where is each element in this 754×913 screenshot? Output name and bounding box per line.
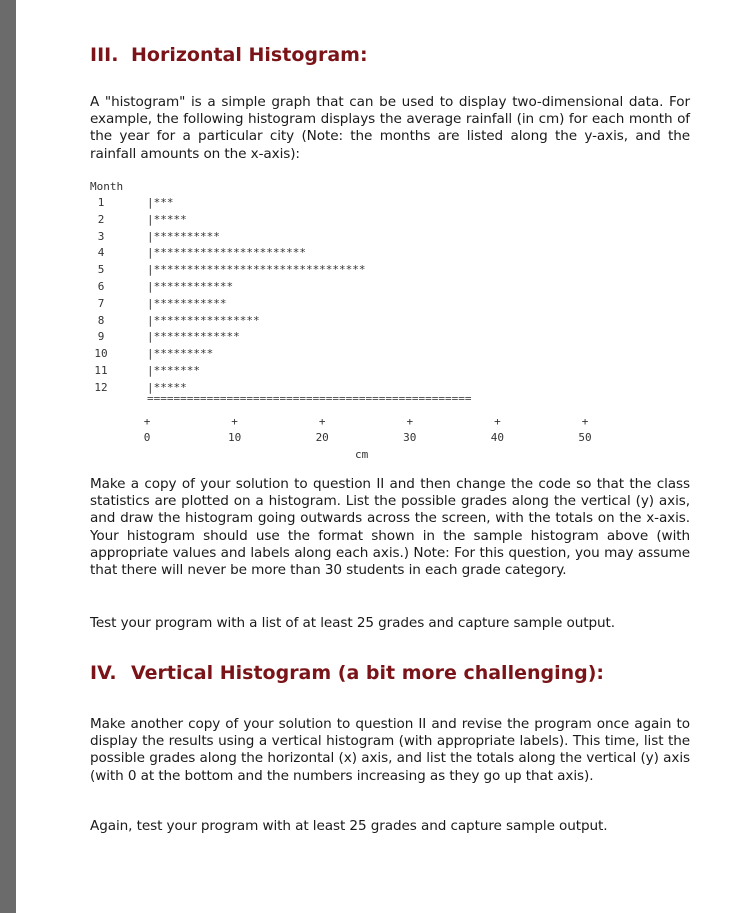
- section-3-paragraph-2: Test your program with a list of at least 25 grades and capture sample output.: [90, 615, 615, 631]
- histogram-month-label: 7: [97, 296, 105, 310]
- histogram-bar: |********************************: [147, 263, 366, 277]
- histogram-bar: |***********: [147, 296, 227, 310]
- histogram-bar: |*************: [147, 330, 240, 344]
- histogram-bar: |**********: [147, 229, 220, 243]
- histogram-x-axis-line: =================================================: [147, 392, 472, 405]
- section-4-number: IV.: [90, 662, 117, 684]
- histogram-bar: |****************: [147, 313, 260, 327]
- histogram-month-label: 4: [97, 246, 105, 260]
- histogram-month-label: 5: [97, 263, 105, 277]
- histogram-row: [90, 230, 630, 244]
- histogram-month-label: 3: [97, 229, 105, 243]
- histogram-row: [90, 364, 630, 378]
- histogram-row: [90, 246, 630, 260]
- histogram-tick-mark: +: [494, 415, 501, 428]
- histogram-month-label: 2: [97, 212, 105, 226]
- histogram-tick-mark: +: [581, 415, 589, 428]
- histogram-bar: |*****: [147, 380, 187, 394]
- histogram-tick-label: 50: [578, 431, 592, 444]
- section-3-number: III.: [90, 44, 119, 66]
- section-3-paragraph-1: Make a copy of your solution to question II and then change the code so that the class statistics are plotted on a histogram. List the possible grades along the vertical (y) axis, and draw the histogram going outwards across the screen, with the totals on the x-axis. Your histogram should use the format shown in the sample histogram above (with appropriate values and labels along each axis.) Note: For this question, you may assume that there will never be more than 30 students in each grade category.: [90, 476, 690, 579]
- histogram-tick-mark: +: [143, 415, 151, 428]
- section-3-heading: [90, 44, 368, 66]
- histogram-month-label: 8: [97, 313, 105, 327]
- histogram-tick-label: 20: [315, 431, 329, 444]
- section-4-title: Vertical Histogram (a bit more challenging):: [131, 662, 605, 684]
- histogram-row: [90, 297, 630, 311]
- histogram-row: [90, 263, 630, 277]
- histogram-bar: |***: [147, 196, 174, 209]
- histogram-ylabel: Month: [90, 180, 124, 193]
- histogram-xlabel: cm: [355, 448, 369, 461]
- histogram-tick-label: 10: [227, 431, 242, 444]
- histogram-bar: |*****: [147, 212, 187, 226]
- left-margin-bar: [0, 0, 16, 913]
- section-4-heading: [90, 662, 604, 684]
- document-page: [16, 0, 754, 913]
- section-3-title: Horizontal Histogram:: [131, 44, 368, 66]
- histogram-month-label: 11: [94, 364, 108, 377]
- histogram-bar: |************: [147, 280, 234, 293]
- histogram-tick-mark: +: [318, 415, 326, 428]
- histogram-row: [90, 213, 630, 227]
- section-3-intro: A "histogram" is a simple graph that can be used to display two-dimensional data. For example, the following histogram displays the average rainfall (in cm) for each month of the year for a particular city (Note: the months are listed along the y-axis, and the rainfall amounts on the x-axis):: [90, 94, 690, 162]
- section-4-paragraph-2: Again, test your program with at least 25 grades and capture sample output.: [90, 818, 608, 834]
- histogram-tick-mark: +: [406, 415, 414, 428]
- histogram-month-label: 10: [94, 347, 108, 361]
- histogram-bar: |***********************: [147, 246, 306, 260]
- histogram-month-label: 12: [94, 380, 108, 394]
- histogram-bar: |*******: [147, 364, 200, 377]
- rainfall-histogram: [90, 180, 630, 460]
- histogram-tick-mark: +: [231, 415, 238, 428]
- histogram-month-label: 6: [97, 280, 105, 293]
- histogram-tick-label: 30: [403, 431, 417, 444]
- histogram-bar: |*********: [147, 347, 214, 361]
- histogram-row: [90, 280, 630, 294]
- histogram-tick-label: 0: [143, 431, 151, 444]
- section-4-paragraph-1: Make another copy of your solution to question II and revise the program once again to display the results using a vertical histogram (with appropriate labels). This time, list the possible grades along the horizontal (x) axis, and list the totals along the vertical (y) axis (with 0 at the bottom and the numbers increasing as they go up that axis).: [90, 716, 690, 784]
- histogram-month-label: 9: [97, 330, 105, 344]
- histogram-month-label: 1: [97, 196, 105, 209]
- histogram-row: [90, 347, 630, 361]
- histogram-row: [90, 196, 630, 210]
- histogram-row: [90, 330, 630, 344]
- histogram-row: [90, 314, 630, 328]
- histogram-tick-label: 40: [490, 431, 505, 444]
